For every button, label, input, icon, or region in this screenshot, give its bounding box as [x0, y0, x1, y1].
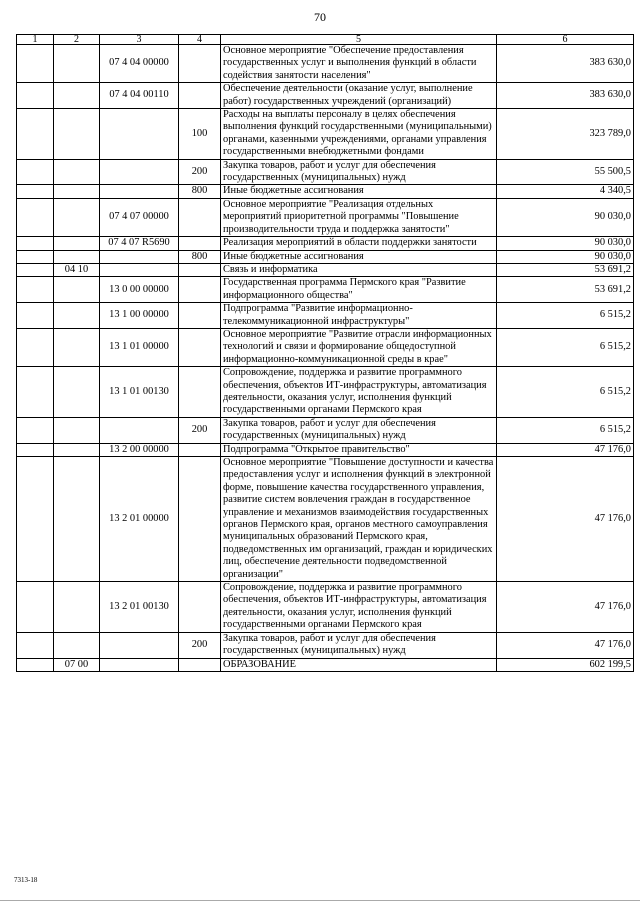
- item-name: Связь и информатика: [221, 263, 497, 276]
- table-row: [17, 658, 634, 671]
- amount: 383 630,0: [497, 83, 634, 109]
- section-code: [54, 198, 100, 236]
- column-header: 3: [100, 35, 179, 45]
- item-name: Закупка товаров, работ и услуг для обеспечения государственных (муниципальных) нужд: [221, 632, 497, 658]
- expense-type-code: [179, 237, 221, 250]
- section-code: [54, 45, 100, 83]
- table-row: [17, 277, 634, 303]
- target-article-code: 07 4 04 00110: [100, 83, 179, 109]
- section-code: [54, 277, 100, 303]
- table-row: [17, 328, 634, 366]
- row-col-1: [17, 159, 54, 185]
- expense-type-code: [179, 582, 221, 633]
- expense-type-code: [179, 263, 221, 276]
- expense-type-code: [179, 83, 221, 109]
- amount: 6 515,2: [497, 367, 634, 418]
- table-row: [17, 303, 634, 329]
- item-name: Основное мероприятие "Обеспечение предоставления государственных услуг и выполнения функций в области содействия занятости населения": [221, 45, 497, 83]
- target-article-code: [100, 185, 179, 198]
- amount: 55 500,5: [497, 159, 634, 185]
- section-code: [54, 328, 100, 366]
- target-article-code: [100, 250, 179, 263]
- section-code: [54, 417, 100, 443]
- item-name: Сопровождение, поддержка и развитие программного обеспечения, объектов ИТ-инфраструктуры, автоматизация деятельности, оказания услуг, исполнения функций государственными органами Пермского края: [221, 367, 497, 418]
- item-name: Основное мероприятие "Реализация отдельных мероприятий приоритетной программы "Повышение производительности труда и поддержка занятости": [221, 198, 497, 236]
- expense-type-code: 800: [179, 185, 221, 198]
- column-header: 1: [17, 35, 54, 45]
- item-name: Закупка товаров, работ и услуг для обеспечения государственных (муниципальных) нужд: [221, 417, 497, 443]
- expense-type-code: [179, 658, 221, 671]
- page-number: 70: [314, 10, 326, 24]
- expense-type-code: [179, 328, 221, 366]
- row-col-1: [17, 263, 54, 276]
- item-name: Расходы на выплаты персоналу в целях обеспечения выполнения функций государственными (муниципальными) органами, казенными учреждениями, органами управления государственными внебюджетными фондами: [221, 109, 497, 160]
- item-name: Основное мероприятие "Повышение доступности и качества предоставления услуг и исполнения функций в электронной форме, повышение качества государственного управления, развитие систем вовлечения граждан в государственное управление и механизмов взаимодействия государственных органов Пермского края, органов местного самоуправления муниципальных образований Пермского края, подведомственных им организаций, граждан и юридических лиц, обеспечение деятельности подведомственной организации": [221, 457, 497, 582]
- amount: 6 515,2: [497, 303, 634, 329]
- target-article-code: [100, 417, 179, 443]
- expense-type-code: [179, 367, 221, 418]
- expense-type-code: [179, 303, 221, 329]
- expense-type-code: [179, 457, 221, 582]
- table-row: [17, 198, 634, 236]
- target-article-code: [100, 632, 179, 658]
- target-article-code: [100, 658, 179, 671]
- target-article-code: [100, 159, 179, 185]
- table-body: [17, 45, 634, 672]
- table-row: [17, 45, 634, 83]
- amount: 47 176,0: [497, 457, 634, 582]
- column-header: 2: [54, 35, 100, 45]
- table-row: [17, 443, 634, 456]
- section-code: [54, 83, 100, 109]
- amount: 90 030,0: [497, 250, 634, 263]
- amount: 47 176,0: [497, 632, 634, 658]
- section-code: [54, 250, 100, 263]
- item-name: Обеспечение деятельности (оказание услуг, выполнение работ) государственных учреждений (организаций): [221, 83, 497, 109]
- row-col-1: [17, 303, 54, 329]
- budget-table: [16, 34, 634, 672]
- row-col-1: [17, 367, 54, 418]
- section-code: [54, 443, 100, 456]
- target-article-code: 13 1 00 00000: [100, 303, 179, 329]
- target-article-code: 13 2 00 00000: [100, 443, 179, 456]
- table-row: [17, 457, 634, 582]
- expense-type-code: [179, 277, 221, 303]
- item-name: Подпрограмма "Развитие информационно-телекоммуникационной инфраструктуры": [221, 303, 497, 329]
- amount: 53 691,2: [497, 277, 634, 303]
- amount: 383 630,0: [497, 45, 634, 83]
- item-name: Реализация мероприятий в области поддержки занятости: [221, 237, 497, 250]
- row-col-1: [17, 632, 54, 658]
- amount: 47 176,0: [497, 443, 634, 456]
- column-header: 4: [179, 35, 221, 45]
- table-row: [17, 159, 634, 185]
- expense-type-code: 100: [179, 109, 221, 160]
- section-code: [54, 185, 100, 198]
- amount: 6 515,2: [497, 328, 634, 366]
- column-header: 5: [221, 35, 497, 45]
- section-code: [54, 582, 100, 633]
- item-name: Закупка товаров, работ и услуг для обеспечения государственных (муниципальных) нужд: [221, 159, 497, 185]
- table-row: [17, 582, 634, 633]
- amount: 53 691,2: [497, 263, 634, 276]
- section-code: [54, 159, 100, 185]
- table-row: [17, 83, 634, 109]
- row-col-1: [17, 658, 54, 671]
- bottom-rule: [0, 900, 640, 901]
- target-article-code: 07 4 07 00000: [100, 198, 179, 236]
- amount: 323 789,0: [497, 109, 634, 160]
- section-code: [54, 367, 100, 418]
- item-name: ОБРАЗОВАНИЕ: [221, 658, 497, 671]
- item-name: Иные бюджетные ассигнования: [221, 185, 497, 198]
- row-col-1: [17, 457, 54, 582]
- amount: 90 030,0: [497, 198, 634, 236]
- amount: 90 030,0: [497, 237, 634, 250]
- table-row: [17, 237, 634, 250]
- table-header-row: [17, 35, 634, 45]
- row-col-1: [17, 185, 54, 198]
- row-col-1: [17, 250, 54, 263]
- target-article-code: 13 2 01 00000: [100, 457, 179, 582]
- column-header: 6: [497, 35, 634, 45]
- expense-type-code: 200: [179, 417, 221, 443]
- target-article-code: [100, 263, 179, 276]
- amount: 602 199,5: [497, 658, 634, 671]
- row-col-1: [17, 582, 54, 633]
- section-code: 04 10: [54, 263, 100, 276]
- target-article-code: 13 0 00 00000: [100, 277, 179, 303]
- target-article-code: 13 1 01 00130: [100, 367, 179, 418]
- expense-type-code: [179, 45, 221, 83]
- table-row: [17, 417, 634, 443]
- table-row: [17, 109, 634, 160]
- table-row: [17, 632, 634, 658]
- item-name: Государственная программа Пермского края "Развитие информационного общества": [221, 277, 497, 303]
- section-code: [54, 632, 100, 658]
- footer-code: 7313-18: [14, 876, 38, 884]
- target-article-code: [100, 109, 179, 160]
- row-col-1: [17, 237, 54, 250]
- section-code: 07 00: [54, 658, 100, 671]
- table-row: [17, 367, 634, 418]
- amount: 4 340,5: [497, 185, 634, 198]
- expense-type-code: [179, 443, 221, 456]
- target-article-code: 13 2 01 00130: [100, 582, 179, 633]
- row-col-1: [17, 45, 54, 83]
- row-col-1: [17, 443, 54, 456]
- expense-type-code: 200: [179, 632, 221, 658]
- row-col-1: [17, 417, 54, 443]
- target-article-code: 07 4 04 00000: [100, 45, 179, 83]
- item-name: Иные бюджетные ассигнования: [221, 250, 497, 263]
- section-code: [54, 109, 100, 160]
- item-name: Основное мероприятие "Развитие отрасли информационных технологий и связи и формирование общедоступной информационно-коммуникационной среды в крае": [221, 328, 497, 366]
- row-col-1: [17, 83, 54, 109]
- amount: 47 176,0: [497, 582, 634, 633]
- item-name: Подпрограмма "Открытое правительство": [221, 443, 497, 456]
- expense-type-code: [179, 198, 221, 236]
- table-row: [17, 263, 634, 276]
- row-col-1: [17, 328, 54, 366]
- row-col-1: [17, 198, 54, 236]
- section-code: [54, 303, 100, 329]
- item-name: Сопровождение, поддержка и развитие программного обеспечения, объектов ИТ-инфраструктуры, автоматизация деятельности, оказания услуг, исполнения функций государственными органами Пермского края: [221, 582, 497, 633]
- section-code: [54, 237, 100, 250]
- table-row: [17, 250, 634, 263]
- target-article-code: 07 4 07 R5690: [100, 237, 179, 250]
- row-col-1: [17, 109, 54, 160]
- expense-type-code: 800: [179, 250, 221, 263]
- row-col-1: [17, 277, 54, 303]
- expense-type-code: 200: [179, 159, 221, 185]
- section-code: [54, 457, 100, 582]
- table-row: [17, 185, 634, 198]
- amount: 6 515,2: [497, 417, 634, 443]
- target-article-code: 13 1 01 00000: [100, 328, 179, 366]
